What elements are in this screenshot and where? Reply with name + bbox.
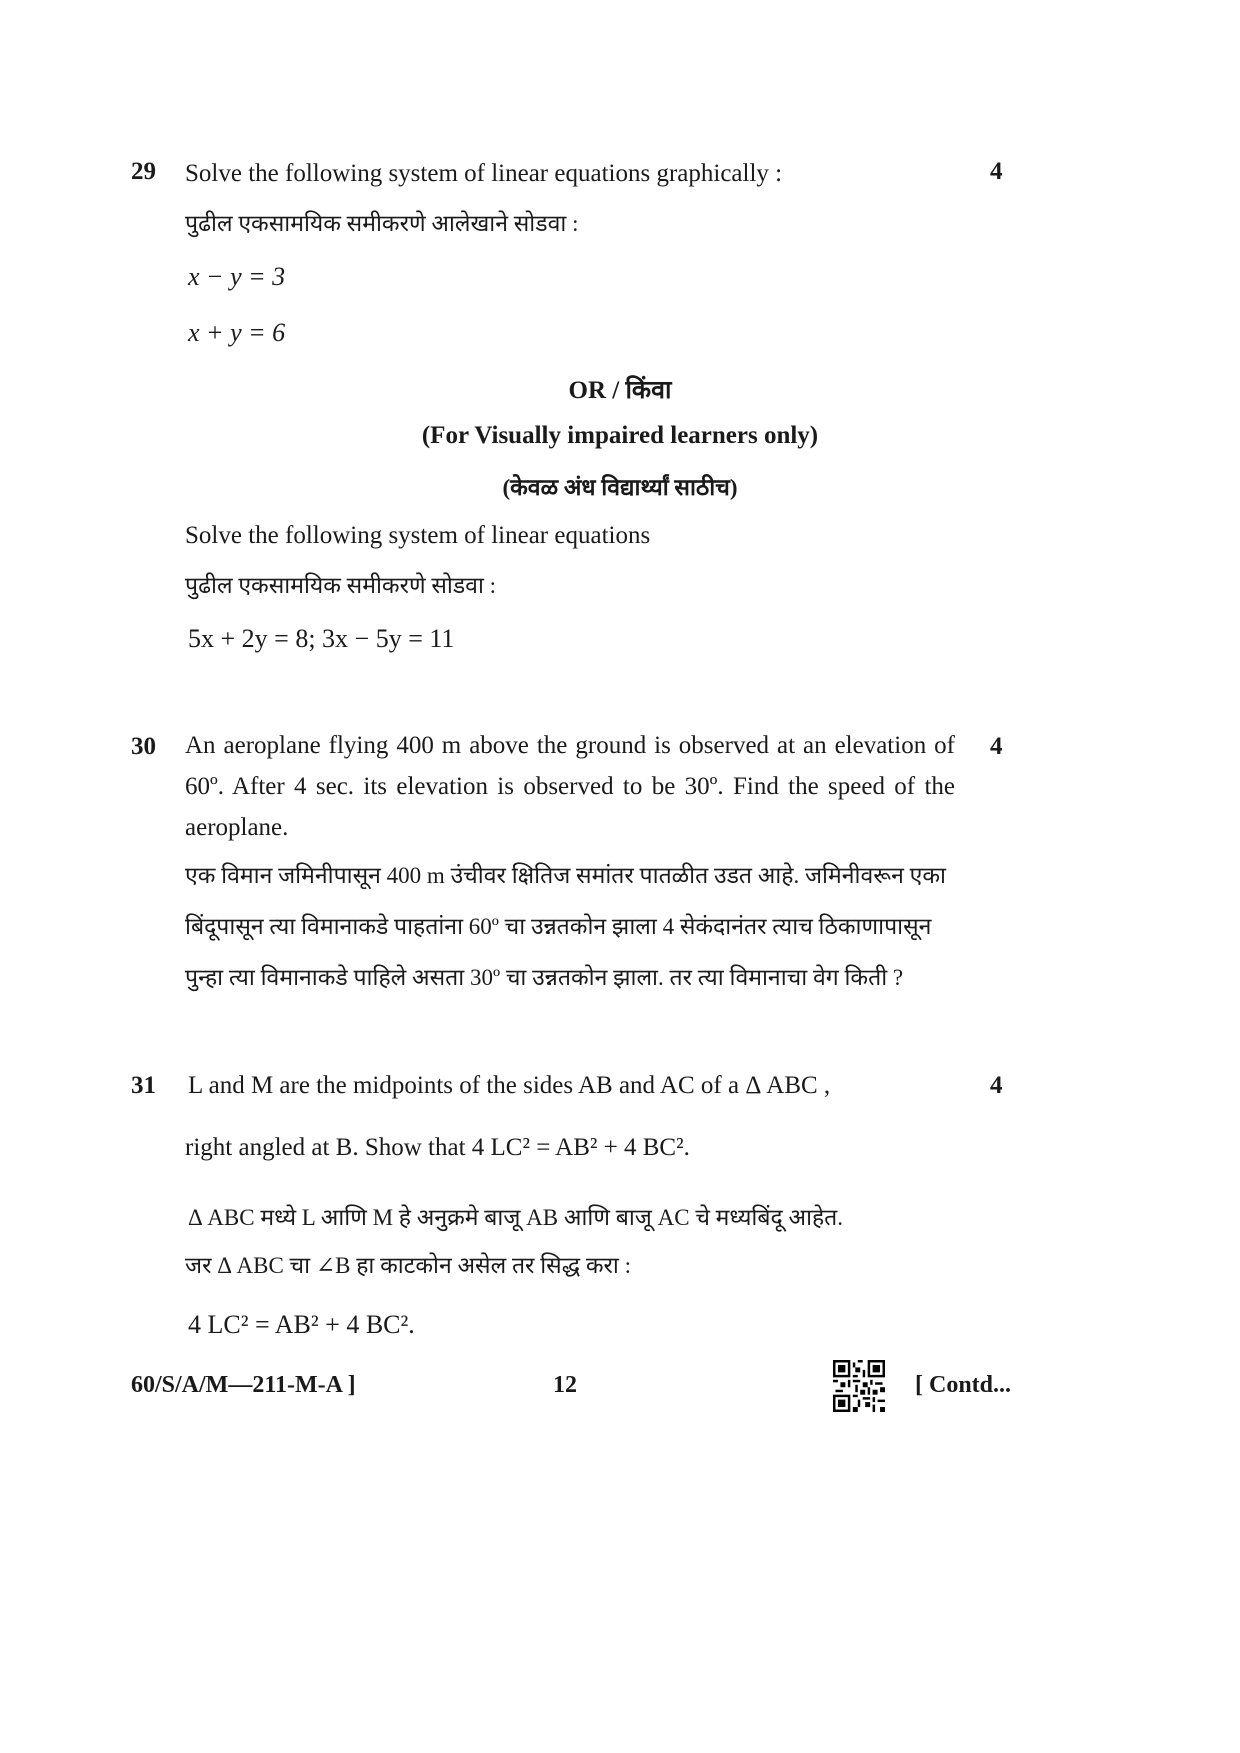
or-separator: OR / किंवा xyxy=(568,377,672,404)
visually-impaired-heading-marathi: (केवळ अंध विद्यार्थ्यां साठीच) xyxy=(502,475,738,500)
visually-impaired-heading: (For Visually impaired learners only) xyxy=(421,422,819,449)
question-marks: 4 xyxy=(990,733,1003,760)
continued-label: [ Contd... xyxy=(915,1372,1012,1398)
question-text: An aeroplane flying 400 m above the ground is observed at an elevation of 60º. After 4 sec. its elevation is observed to be 30º. Find the speed of the aeroplane. xyxy=(185,732,955,841)
paper-code: 60/S/A/M—211-M-A ] xyxy=(131,1372,356,1398)
question-text: Solve the following system of linear equations graphically : xyxy=(185,160,783,187)
question-text-marathi: बिंदूपासून त्या विमानाकडे पाहतांना 60º चा उन्नतकोन झाला 4 सेकंदानंतर त्याच ठिकाणापासून xyxy=(185,914,932,939)
question-text: L and M are the midpoints of the sides AB and AC of a Δ ABC , xyxy=(188,1072,831,1099)
question-number: 29 xyxy=(131,158,156,185)
alternative-question-text-marathi: पुढील एकसामयिक समीकरणे सोडवा : xyxy=(185,573,497,598)
question-text-marathi: एक विमान जमिनीपासून 400 m उंचीवर क्षितिज समांतर पातळीत उडत आहे. जमिनीवरून एका xyxy=(185,863,946,888)
equation: x + y = 6 xyxy=(188,318,286,347)
question-text-marathi: पुढील एकसामयिक समीकरणे आलेखाने सोडवा : xyxy=(185,211,579,236)
question-marks: 4 xyxy=(990,1072,1003,1099)
equation: 4 LC² = AB² + 4 BC². xyxy=(188,1310,415,1339)
equation: x − y = 3 xyxy=(188,262,286,291)
question-marks: 4 xyxy=(990,158,1003,185)
question-number: 30 xyxy=(131,733,156,760)
equation: 5x + 2y = 8; 3x − 5y = 11 xyxy=(188,624,455,653)
qr-code-icon xyxy=(833,1360,885,1412)
page-number: 12 xyxy=(553,1372,577,1398)
question-text: right angled at B. Show that 4 LC² = AB² + 4 BC². xyxy=(185,1134,690,1161)
question-text-marathi: जर Δ ABC चा ∠B हा काटकोन असेल तर सिद्ध करा : xyxy=(185,1253,632,1278)
question-text-marathi: पुन्हा त्या विमानाकडे पाहिले असता 30º चा उन्नतकोन झाला. तर त्या विमानाचा वेग किती ? xyxy=(185,965,904,990)
question-text-marathi: Δ ABC मध्ये L आणि M हे अनुक्रमे बाजू AB आणि बाजू AC चे मध्यबिंदू आहेत. xyxy=(188,1205,844,1230)
question-number: 31 xyxy=(131,1072,156,1099)
alternative-question-text: Solve the following system of linear equations xyxy=(185,522,651,549)
